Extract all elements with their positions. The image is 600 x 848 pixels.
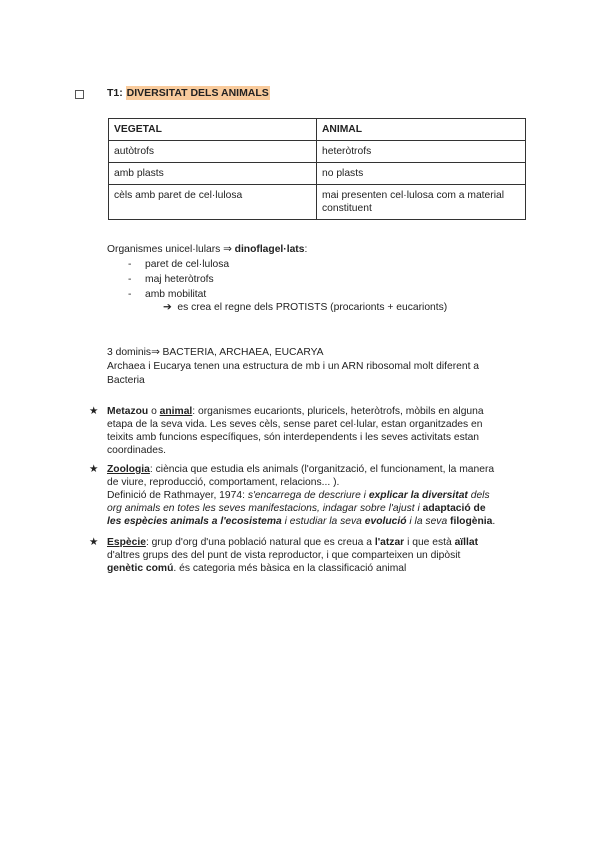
metazou-def: teixits amb funcions específiques, són interdependents i les seves activitats estan <box>107 432 480 443</box>
rathmayer-text: s'encarrega de descriure i <box>247 490 369 501</box>
rathmayer-text: i estudiar la seva <box>281 516 365 527</box>
dominis-line3: Bacteria <box>107 375 145 386</box>
especie-paragraph <box>107 536 532 575</box>
especie-bold: aïllat <box>454 537 479 548</box>
especie-term: Espècie <box>107 537 146 548</box>
zoologia-def: de viure, reproducció, comportament, relacions... ). <box>107 477 340 488</box>
list-item <box>128 273 214 286</box>
especie-def: . és categoria més bàsica en la classificació animal <box>173 563 407 574</box>
list-item-text: paret de cel·lulosa <box>145 259 230 270</box>
comparison-table <box>108 118 526 220</box>
table-cell: no plasts <box>317 163 526 185</box>
rathmayer-text: org animals en totes les seves manifestacions, indagar sobre l'ajust i <box>107 503 423 514</box>
list-item <box>128 288 206 301</box>
table-header-row <box>109 119 526 141</box>
rathmayer-bold: adaptació de <box>422 503 486 514</box>
arrow-icon: ➔ <box>163 302 172 313</box>
rathmayer-bold: les espècies animals a l'ecosistema <box>107 516 282 527</box>
rathmayer-text: i la seva <box>406 516 451 527</box>
list-item-text: amb mobilitat <box>145 289 207 300</box>
rathmayer-bold: evolució <box>364 516 407 527</box>
table-row <box>109 141 526 163</box>
table-cell: amb plasts <box>109 163 317 185</box>
table-row <box>109 185 526 220</box>
metazou-def: etapa de la seva vida. Les seves cèls, sense paret cel·lular, estan organitzades en <box>107 419 483 430</box>
header-animal: ANIMAL <box>317 119 526 141</box>
metazou-term: Metazou <box>107 406 149 417</box>
rathmayer-text: . <box>492 516 496 527</box>
zoologia-paragraph <box>107 463 532 528</box>
table-cell: autòtrofs <box>109 141 317 163</box>
especie-def: : grup d'org d'una població natural que es creua a <box>145 537 375 548</box>
arrow-text: es crea el regne dels PROTISTS (procarionts + eucarionts) <box>177 302 448 313</box>
task-checkbox[interactable] <box>75 90 84 99</box>
organismes-colon: : <box>304 244 308 255</box>
dash-bullet: - <box>128 289 132 300</box>
rathmayer-bold: filogènia <box>450 516 493 527</box>
dash-bullet: - <box>128 274 132 285</box>
list-item <box>128 258 229 271</box>
star-bullet-icon: ★ <box>89 405 99 417</box>
organismes-line <box>107 243 307 256</box>
animal-term: animal <box>159 406 193 417</box>
list-item-text: maj heteròtrofs <box>145 274 214 285</box>
arrow-line <box>163 301 447 314</box>
star-bullet-icon: ★ <box>89 463 99 475</box>
rathmayer-bold: explicar la diversitat <box>368 490 468 501</box>
especie-bold: genètic comú <box>107 563 174 574</box>
zoologia-def: : ciència que estudia els animals (l'organització, el funcionament, la manera <box>149 464 495 475</box>
metazou-o: o <box>148 406 160 417</box>
especie-def: i que està <box>404 537 455 548</box>
star-bullet-icon: ★ <box>89 536 99 548</box>
rathmayer-text: dels <box>467 490 490 501</box>
dominis-line1: 3 dominis⇒ BACTERIA, ARCHAEA, EUCARYA <box>107 347 324 358</box>
title-highlight: DIVERSITAT DELS ANIMALS <box>126 87 269 99</box>
especie-def: d'altres grups des del punt de vista reproductor, i que comparteixen un dipòsit <box>107 550 461 561</box>
title-prefix: T1: <box>107 87 123 99</box>
table-row <box>109 163 526 185</box>
metazou-def: : organismes eucarionts, pluricels, heteròtrofs, mòbils en alguna <box>192 406 484 417</box>
dominis-line2: Archaea i Eucarya tenen una estructura de mb i un ARN ribosomal molt diferent a <box>107 361 480 372</box>
rathmayer-label: Definició de Rathmayer, 1974: <box>107 490 248 501</box>
table-cell: heteròtrofs <box>317 141 526 163</box>
dinoflagellats-term: dinoflagel·lats <box>234 244 305 255</box>
page-title <box>107 87 270 99</box>
table-cell: cèls amb paret de cel·lulosa <box>109 185 317 220</box>
especie-bold: l'atzar <box>374 537 405 548</box>
metazou-paragraph <box>107 405 532 457</box>
zoologia-term: Zoologia <box>107 464 150 475</box>
metazou-def: coordinades. <box>107 445 166 456</box>
table-cell: mai presenten cel·lulosa com a material constituent <box>317 185 526 220</box>
dash-bullet: - <box>128 259 132 270</box>
organismes-intro: Organismes unicel·lulars ⇒ <box>107 244 235 255</box>
header-vegetal: VEGETAL <box>109 119 317 141</box>
